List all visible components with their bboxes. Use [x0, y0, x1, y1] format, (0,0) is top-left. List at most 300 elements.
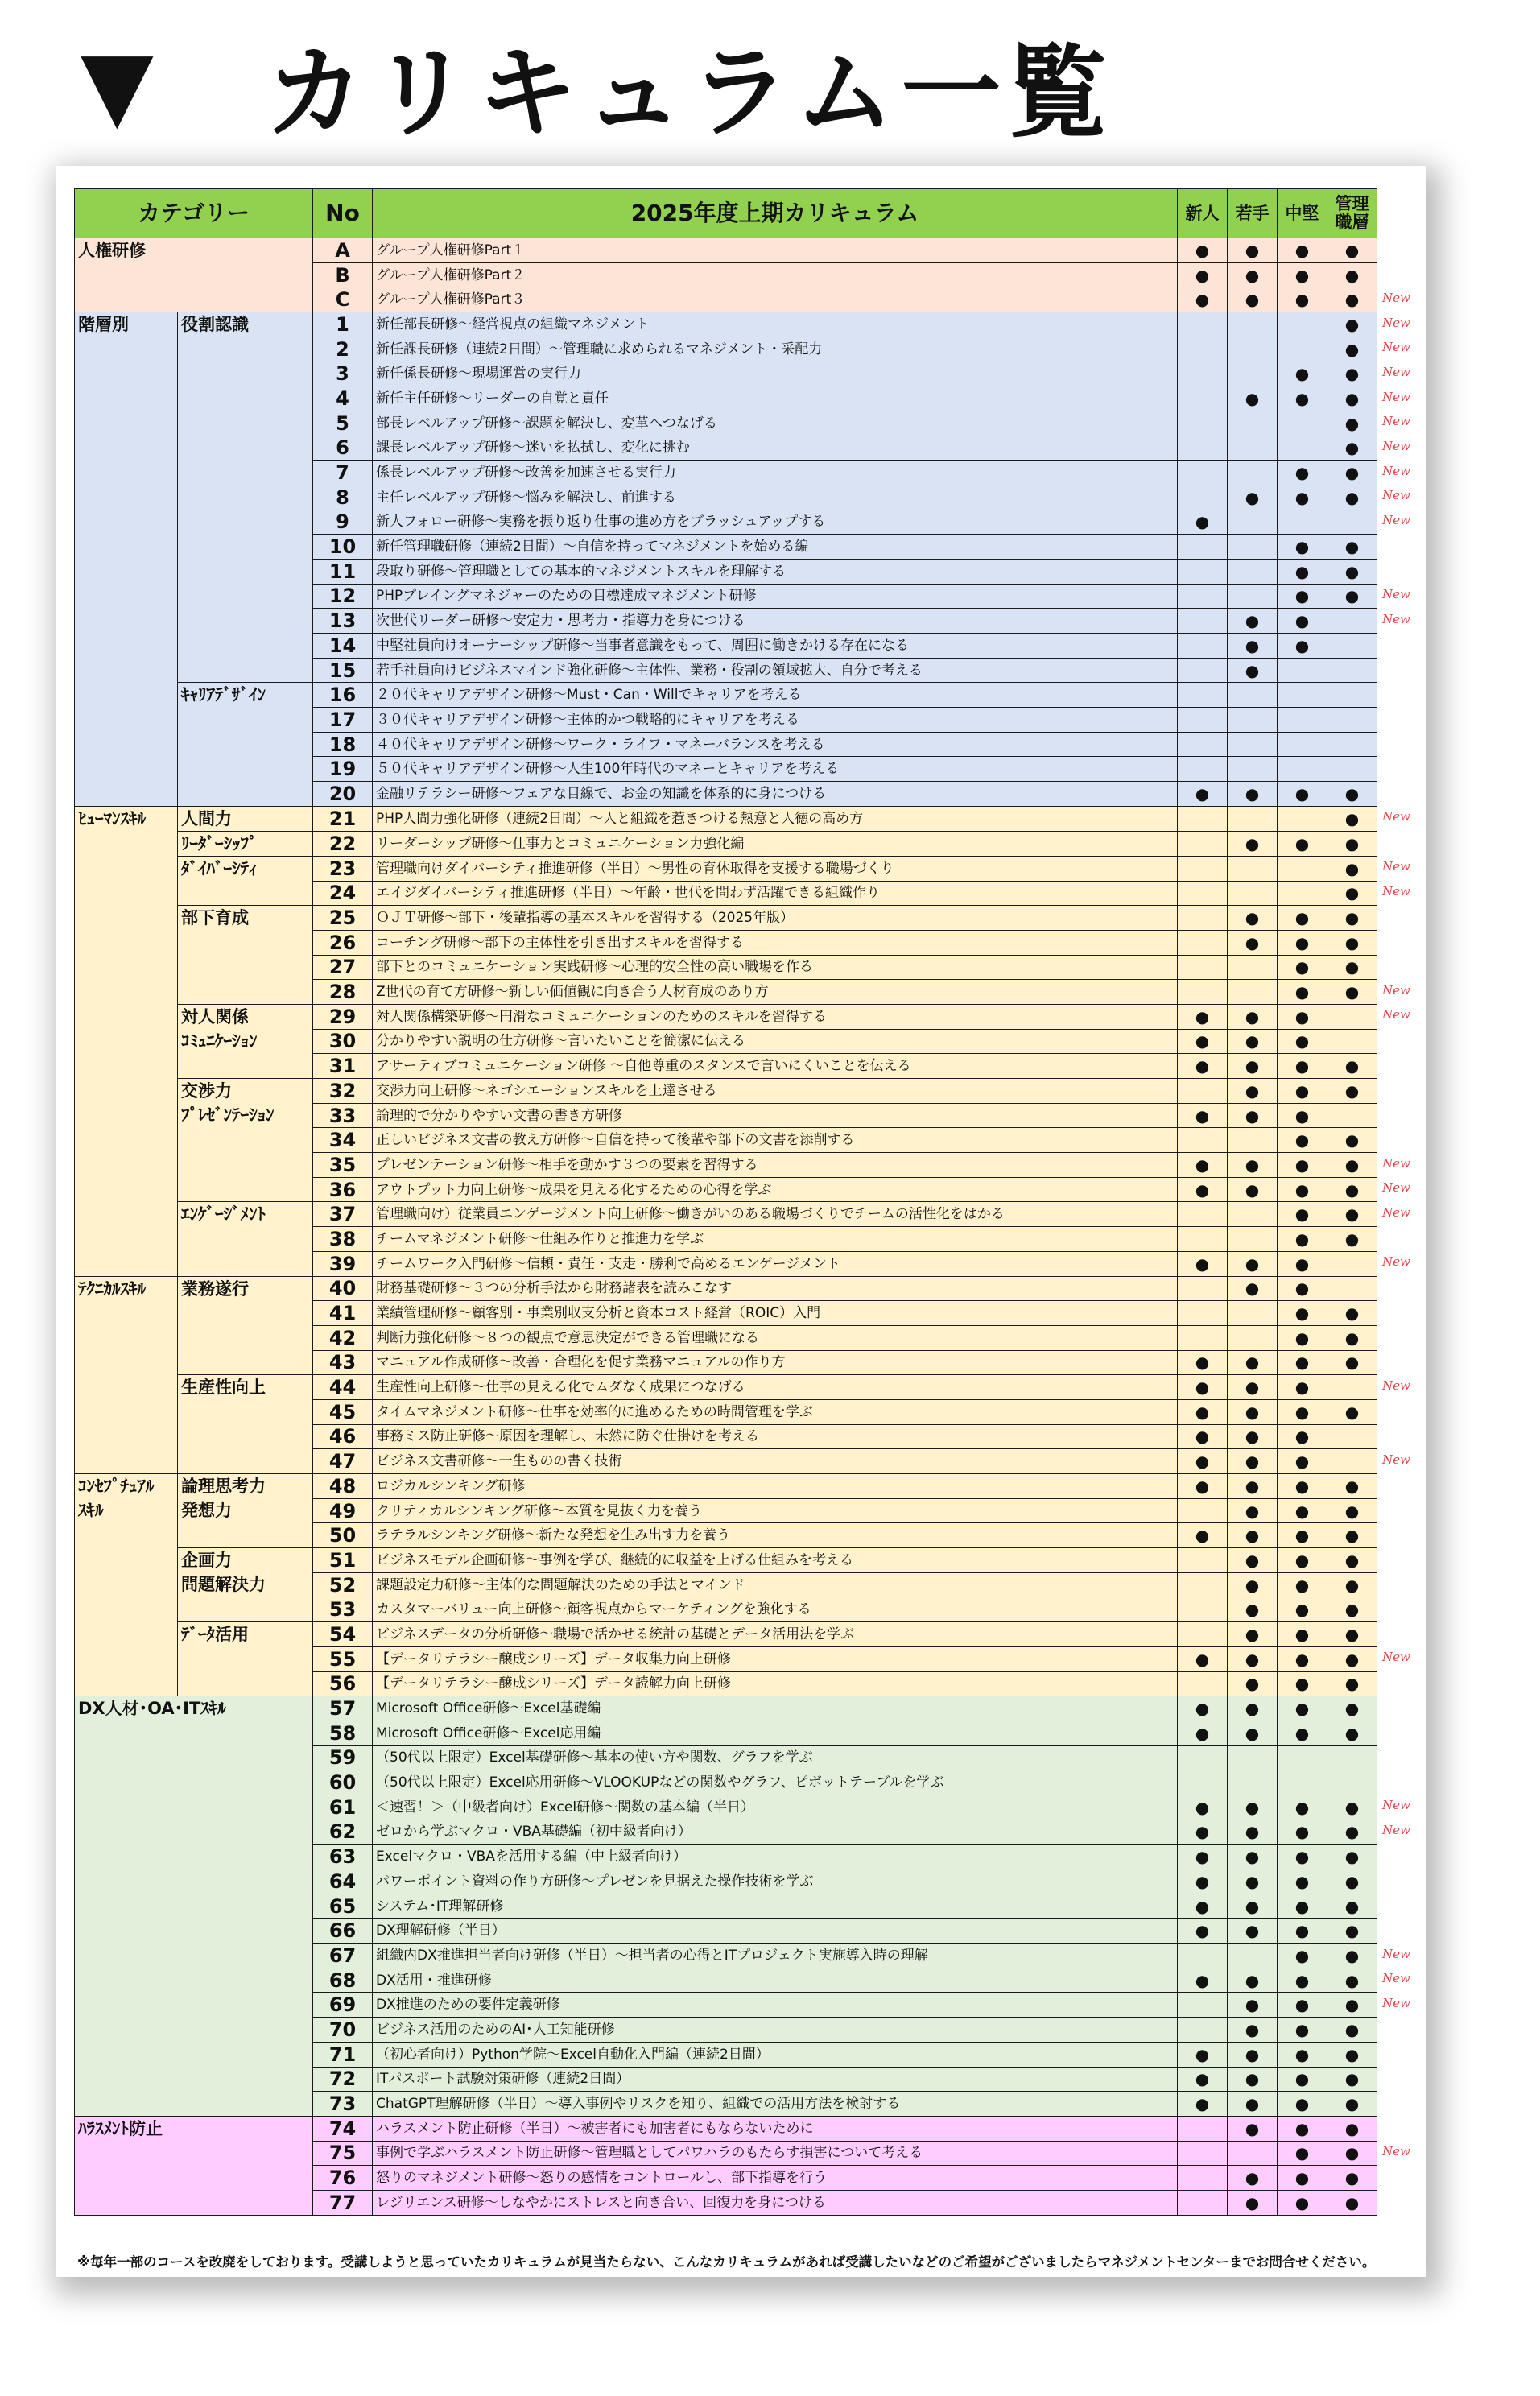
- target-dot-icon: ●: [1294, 1797, 1310, 1817]
- level-cell: [1178, 1944, 1228, 1968]
- target-dot-icon: ●: [1294, 240, 1310, 260]
- course-number: 20: [313, 782, 373, 807]
- course-title: ２０代キャリアデザイン研修～Must・Can・Willでキャリアを考える: [373, 683, 1178, 708]
- target-dot-icon: ●: [1195, 240, 1210, 260]
- level-cell: [1178, 1276, 1228, 1301]
- course-title: 部長レベルアップ研修～課題を解決し、変革へつなげる: [373, 411, 1178, 436]
- target-dot-icon: ●: [1294, 1699, 1310, 1719]
- target-dot-icon: ●: [1195, 1970, 1210, 1990]
- course-number: 44: [313, 1375, 373, 1400]
- triangle-down-icon: ▼: [81, 29, 160, 140]
- level-cell: [1278, 1894, 1327, 1919]
- level-cell: [1278, 1029, 1327, 1054]
- course-title: （50代以上限定）Excel応用研修～VLOOKUPなどの関数やグラフ、ピボットテーブルを学ぶ: [373, 1770, 1178, 1795]
- course-title: ３０代キャリアデザイン研修～主体的かつ戦略的にキャリアを考える: [373, 708, 1178, 733]
- course-number: 41: [313, 1301, 373, 1326]
- subcategory-label: 論理思考力 発想力: [181, 1477, 266, 1520]
- target-dot-icon: ●: [1294, 1452, 1310, 1472]
- category-label: DX人材･OA･ITｽｷﾙ: [78, 1699, 226, 1719]
- level-cell: [1178, 2166, 1228, 2191]
- new-badge: New: [1382, 1007, 1410, 1022]
- table-row: [75, 683, 1377, 708]
- target-dot-icon: ●: [1294, 1550, 1310, 1570]
- course-number: 60: [313, 1770, 373, 1795]
- target-dot-icon: ●: [1245, 1871, 1260, 1891]
- level-cell: [1228, 1498, 1278, 1523]
- level-cell: [1278, 2190, 1327, 2215]
- target-dot-icon: ●: [1294, 1501, 1310, 1521]
- new-badge: New: [1382, 611, 1410, 626]
- target-dot-icon: ●: [1344, 1649, 1360, 1669]
- level-cell: [1228, 2190, 1278, 2215]
- level-cell: [1228, 757, 1278, 782]
- course-number: 57: [313, 1696, 373, 1721]
- table-row: [75, 831, 1377, 856]
- target-dot-icon: ●: [1245, 1896, 1260, 1916]
- target-dot-icon: ●: [1344, 1995, 1360, 2015]
- target-dot-icon: ●: [1294, 1600, 1310, 1620]
- level-cell: [1327, 1276, 1377, 1301]
- course-title: 判断力強化研修～８つの観点で意思決定ができる管理職になる: [373, 1325, 1178, 1350]
- course-title: 新任管理職研修（連続2日間）～自信を持ってマネジメントを始める編: [373, 535, 1178, 560]
- course-title: ５０代キャリアデザイン研修～人生100年時代のマネーとキャリアを考える: [373, 757, 1178, 782]
- target-dot-icon: ●: [1344, 314, 1360, 334]
- subcategory-cell: [178, 906, 313, 1005]
- new-badge: New: [1382, 1254, 1410, 1270]
- target-dot-icon: ●: [1294, 1526, 1310, 1546]
- course-title: リーダーシップ研修～仕事力とコミュニケーション力強化編: [373, 831, 1178, 856]
- level-cell: [1327, 1745, 1377, 1770]
- level-cell: [1228, 1820, 1278, 1845]
- target-dot-icon: ●: [1245, 1279, 1260, 1299]
- level-cell: [1278, 683, 1327, 708]
- course-title: （50代以上限定）Excel基礎研修～基本の使い方や関数、グラフを学ぶ: [373, 1745, 1178, 1770]
- level-cell: [1327, 1128, 1377, 1153]
- course-number: 66: [313, 1919, 373, 1944]
- target-dot-icon: ●: [1344, 833, 1360, 853]
- level-cell: [1327, 609, 1377, 634]
- course-number: 52: [313, 1572, 373, 1597]
- level-cell: [1228, 1301, 1278, 1326]
- target-dot-icon: ●: [1245, 1476, 1260, 1496]
- category-cell: [75, 1696, 313, 2117]
- course-number: 5: [313, 411, 373, 436]
- target-dot-icon: ●: [1294, 1575, 1310, 1595]
- level-cell: [1228, 1251, 1278, 1276]
- level-cell: [1327, 1153, 1377, 1178]
- table-row: [75, 806, 1377, 831]
- level-cell: [1228, 856, 1278, 881]
- level-cell: [1228, 1202, 1278, 1227]
- level-cell: [1178, 262, 1228, 287]
- level-cell: [1178, 658, 1228, 683]
- target-dot-icon: ●: [1195, 2044, 1210, 2064]
- target-dot-icon: ●: [1245, 1427, 1260, 1447]
- target-dot-icon: ●: [1344, 1056, 1360, 1076]
- target-dot-icon: ●: [1294, 833, 1310, 853]
- target-dot-icon: ●: [1195, 1822, 1210, 1842]
- course-title: ラテラルシンキング研修～新たな発想を生み出す力を養う: [373, 1523, 1178, 1548]
- level-cell: [1178, 955, 1228, 980]
- level-cell: [1178, 980, 1228, 1005]
- new-badge: New: [1382, 587, 1410, 602]
- course-number: 12: [313, 584, 373, 609]
- level-cell: [1228, 510, 1278, 535]
- target-dot-icon: ●: [1245, 1526, 1260, 1546]
- level-cell: [1178, 856, 1228, 881]
- level-cell: [1178, 1498, 1228, 1523]
- level-cell: [1327, 2116, 1377, 2141]
- category-cell: [75, 1474, 178, 1696]
- target-dot-icon: ●: [1245, 1452, 1260, 1472]
- level-cell: [1278, 708, 1327, 733]
- level-cell: [1178, 930, 1228, 955]
- course-title: プレゼンテーション研修～相手を動かす３つの要素を習得する: [373, 1153, 1178, 1178]
- course-number: 22: [313, 831, 373, 856]
- level-cell: [1228, 2018, 1278, 2043]
- level-cell: [1327, 1004, 1377, 1029]
- target-dot-icon: ●: [1245, 1105, 1260, 1126]
- target-dot-icon: ●: [1245, 1501, 1260, 1521]
- level-cell: [1228, 287, 1278, 312]
- target-dot-icon: ●: [1294, 463, 1310, 483]
- target-dot-icon: ●: [1245, 1723, 1260, 1743]
- category-label: ﾃｸﾆｶﾙｽｷﾙ: [78, 1279, 146, 1299]
- target-dot-icon: ●: [1195, 1427, 1210, 1447]
- course-number: 55: [313, 1646, 373, 1671]
- level-cell: [1178, 634, 1228, 659]
- course-number: 16: [313, 683, 373, 708]
- level-cell: [1278, 1770, 1327, 1795]
- course-number: 70: [313, 2018, 373, 2043]
- level-cell: [1178, 906, 1228, 931]
- level-cell: [1327, 2067, 1377, 2092]
- level-cell: [1228, 485, 1278, 510]
- target-dot-icon: ●: [1195, 1056, 1210, 1076]
- table-row: [75, 906, 1377, 931]
- level-cell: [1278, 1795, 1327, 1820]
- new-badge: New: [1382, 1798, 1410, 1813]
- level-cell: [1228, 1696, 1278, 1721]
- level-cell: [1327, 238, 1377, 263]
- level-cell: [1327, 1548, 1377, 1573]
- course-title: 段取り研修～管理職としての基本的マネジメントスキルを理解する: [373, 559, 1178, 584]
- target-dot-icon: ●: [1344, 1896, 1360, 1916]
- target-dot-icon: ●: [1294, 908, 1310, 928]
- target-dot-icon: ●: [1245, 1995, 1260, 2015]
- new-badge: New: [1382, 439, 1410, 453]
- target-dot-icon: ●: [1294, 1822, 1310, 1842]
- target-dot-icon: ●: [1294, 1970, 1310, 1990]
- course-title: ビジネスデータの分析研修～職場で活かせる統計の基礎とデータ活用法を学ぶ: [373, 1622, 1178, 1647]
- table-row: [75, 1004, 1377, 1029]
- level-cell: [1178, 1770, 1228, 1795]
- level-cell: [1327, 361, 1377, 386]
- target-dot-icon: ●: [1344, 1797, 1360, 1817]
- level-cell: [1228, 1128, 1278, 1153]
- course-title: Excelマクロ・VBAを活用する編（中上級者向け）: [373, 1845, 1178, 1869]
- subcategory-cell: [178, 1474, 313, 1548]
- course-title: ロジカルシンキング研修: [373, 1474, 1178, 1499]
- new-badge: New: [1382, 859, 1410, 874]
- level-cell: [1178, 1671, 1228, 1696]
- target-dot-icon: ●: [1294, 2118, 1310, 2138]
- subcategory-label: ﾀﾞｲﾊﾞｰｼﾃｨ: [181, 858, 258, 878]
- course-number: 54: [313, 1622, 373, 1647]
- table-row: [75, 1696, 1377, 1721]
- subcategory-label: 企画力 問題解決力: [181, 1551, 266, 1595]
- course-title: 次世代リーダー研修～安定力・思考力・指導力を身につける: [373, 609, 1178, 634]
- level-cell: [1278, 1424, 1327, 1449]
- course-number: 8: [313, 485, 373, 510]
- level-cell: [1178, 411, 1228, 436]
- level-cell: [1327, 906, 1377, 931]
- level-cell: [1228, 1770, 1278, 1795]
- course-number: 47: [313, 1449, 373, 1474]
- level-cell: [1327, 1325, 1377, 1350]
- level-cell: [1228, 831, 1278, 856]
- level-cell: [1327, 2141, 1377, 2166]
- target-dot-icon: ●: [1344, 1674, 1360, 1694]
- course-title: 新任主任研修～リーダーの自覚と責任: [373, 386, 1178, 411]
- target-dot-icon: ●: [1344, 1501, 1360, 1521]
- target-dot-icon: ●: [1344, 1402, 1360, 1422]
- level-cell: [1178, 1646, 1228, 1671]
- level-cell: [1228, 559, 1278, 584]
- subcategory-label: 生産性向上: [181, 1378, 266, 1398]
- level-cell: [1228, 1424, 1278, 1449]
- target-dot-icon: ●: [1344, 2143, 1360, 2163]
- course-number: 36: [313, 1177, 373, 1202]
- target-dot-icon: ●: [1344, 438, 1360, 458]
- course-number: 75: [313, 2141, 373, 2166]
- subcategory-label: 交渉力 ﾌﾟﾚｾﾞﾝﾃｰｼｮﾝ: [181, 1081, 275, 1125]
- target-dot-icon: ●: [1344, 1822, 1360, 1842]
- course-number: 39: [313, 1251, 373, 1276]
- course-number: 35: [313, 1153, 373, 1178]
- level-cell: [1278, 411, 1327, 436]
- course-number: 56: [313, 1671, 373, 1696]
- level-cell: [1327, 757, 1377, 782]
- header-level-mid: 中堅: [1278, 189, 1327, 238]
- target-dot-icon: ●: [1344, 1970, 1360, 1990]
- target-dot-icon: ●: [1294, 1723, 1310, 1743]
- target-dot-icon: ●: [1294, 487, 1310, 507]
- course-title: 組織内DX推進担当者向け研修（半日）～担当者の心得とITプロジェクト実施導入時の理解: [373, 1944, 1178, 1968]
- level-cell: [1178, 485, 1228, 510]
- subcategory-cell: [178, 683, 313, 806]
- level-cell: [1178, 683, 1228, 708]
- course-number: B: [313, 262, 373, 287]
- level-cell: [1327, 510, 1377, 535]
- level-cell: [1178, 1375, 1228, 1400]
- target-dot-icon: ●: [1344, 957, 1360, 977]
- course-number: 34: [313, 1128, 373, 1153]
- course-number: 21: [313, 806, 373, 831]
- target-dot-icon: ●: [1245, 388, 1260, 408]
- course-number: 76: [313, 2166, 373, 2191]
- course-number: 15: [313, 658, 373, 683]
- new-badge: New: [1382, 1995, 1410, 2010]
- course-title: 事例で学ぶハラスメント防止研修～管理職としてパワハラのもたらす損害について考える: [373, 2141, 1178, 2166]
- new-badge: New: [1382, 1823, 1410, 1838]
- category-label: ﾋｭｰﾏﾝｽｷﾙ: [78, 808, 146, 828]
- course-title: 部下とのコミュニケーション実践研修～心理的安全性の高い職場を作る: [373, 955, 1178, 980]
- target-dot-icon: ●: [1294, 1328, 1310, 1348]
- level-cell: [1327, 1993, 1377, 2018]
- course-number: 68: [313, 1968, 373, 1993]
- target-dot-icon: ●: [1245, 1402, 1260, 1422]
- course-number: 17: [313, 708, 373, 733]
- target-dot-icon: ●: [1344, 2019, 1360, 2039]
- target-dot-icon: ●: [1245, 635, 1260, 655]
- course-number: 28: [313, 980, 373, 1005]
- level-cell: [1178, 1153, 1228, 1178]
- table-row: [75, 1276, 1377, 1301]
- course-title: 主任レベルアップ研修～悩みを解決し、前進する: [373, 485, 1178, 510]
- level-cell: [1228, 262, 1278, 287]
- level-cell: [1228, 238, 1278, 263]
- target-dot-icon: ●: [1294, 2143, 1310, 2163]
- table-row: [75, 856, 1377, 881]
- level-cell: [1228, 634, 1278, 659]
- level-cell: [1278, 1820, 1327, 1845]
- level-cell: [1178, 1128, 1228, 1153]
- target-dot-icon: ●: [1344, 487, 1360, 507]
- level-cell: [1327, 1227, 1377, 1252]
- target-dot-icon: ●: [1245, 1674, 1260, 1694]
- level-cell: [1278, 337, 1327, 361]
- subcategory-cell: [178, 1375, 313, 1474]
- level-cell: [1278, 1399, 1327, 1424]
- level-cell: [1178, 436, 1228, 461]
- level-cell: [1228, 708, 1278, 733]
- target-dot-icon: ●: [1294, 1847, 1310, 1867]
- course-title: 業績管理研修～顧客別・事業別収支分析と資本コスト経営（ROIC）入門: [373, 1301, 1178, 1326]
- course-title: 管理職向けダイバーシティ推進研修（半日）～男性の育休取得を支援する職場づくり: [373, 856, 1178, 881]
- target-dot-icon: ●: [1294, 2019, 1310, 2039]
- target-dot-icon: ●: [1195, 512, 1210, 532]
- level-cell: [1228, 1572, 1278, 1597]
- footnote: ※毎年一部のコースを改廃をしております。受講しようと思っていたカリキュラムが見当たらない、こんなカリキュラムがあれば受講したいなどのご希望がございましたらマネジメントセンターまでお問合せください。: [77, 2254, 1376, 2270]
- course-title: アウトプット力向上研修～成果を見える化するための心得を学ぶ: [373, 1177, 1178, 1202]
- course-title: Microsoft Office研修～Excel応用編: [373, 1721, 1178, 1745]
- level-cell: [1327, 2190, 1377, 2215]
- course-title: レジリエンス研修～しなやかにストレスと向き合い、回復力を身につける: [373, 2190, 1178, 2215]
- new-badge: New: [1382, 414, 1410, 429]
- level-cell: [1228, 2141, 1278, 2166]
- target-dot-icon: ●: [1294, 1402, 1310, 1422]
- level-cell: [1178, 2092, 1228, 2117]
- level-cell: [1278, 1325, 1327, 1350]
- target-dot-icon: ●: [1245, 1006, 1260, 1027]
- course-number: 45: [313, 1399, 373, 1424]
- new-badge: New: [1382, 315, 1410, 330]
- level-cell: [1228, 436, 1278, 461]
- course-title: PHP人間力強化研修（連続2日間）～人と組織を惹きつける熱意と人徳の高め方: [373, 806, 1178, 831]
- course-title: 対人関係構築研修～円滑なコミュニケーションのためのスキルを習得する: [373, 1004, 1178, 1029]
- target-dot-icon: ●: [1294, 635, 1310, 655]
- target-dot-icon: ●: [1245, 265, 1260, 285]
- level-cell: [1228, 1350, 1278, 1375]
- level-cell: [1327, 2166, 1377, 2191]
- level-cell: [1178, 881, 1228, 906]
- level-cell: [1327, 955, 1377, 980]
- level-cell: [1228, 337, 1278, 361]
- level-cell: [1228, 1919, 1278, 1944]
- target-dot-icon: ●: [1294, 1105, 1310, 1126]
- level-cell: [1178, 559, 1228, 584]
- target-dot-icon: ●: [1344, 2094, 1360, 2114]
- target-dot-icon: ●: [1344, 413, 1360, 433]
- level-cell: [1327, 559, 1377, 584]
- level-cell: [1228, 1276, 1278, 1301]
- level-cell: [1278, 1646, 1327, 1671]
- target-dot-icon: ●: [1294, 2069, 1310, 2089]
- target-dot-icon: ●: [1245, 2118, 1260, 2138]
- level-cell: [1327, 1572, 1377, 1597]
- level-cell: [1278, 1523, 1327, 1548]
- level-cell: [1327, 856, 1377, 881]
- target-dot-icon: ●: [1245, 783, 1260, 803]
- target-dot-icon: ●: [1294, 290, 1310, 310]
- target-dot-icon: ●: [1245, 1080, 1260, 1101]
- target-dot-icon: ●: [1294, 1229, 1310, 1249]
- level-cell: [1178, 312, 1228, 337]
- target-dot-icon: ●: [1344, 290, 1360, 310]
- level-cell: [1178, 1029, 1228, 1054]
- level-cell: [1327, 1919, 1377, 1944]
- level-cell: [1278, 461, 1327, 485]
- level-cell: [1327, 1079, 1377, 1104]
- target-dot-icon: ●: [1245, 1550, 1260, 1570]
- level-cell: [1228, 1745, 1278, 1770]
- course-title: 管理職向け）従業員エンゲージメント向上研修～働きがいのある職場づくりでチームの活性化をはかる: [373, 1202, 1178, 1227]
- level-cell: [1228, 1449, 1278, 1474]
- target-dot-icon: ●: [1294, 1674, 1310, 1694]
- new-badge: New: [1382, 1155, 1410, 1171]
- level-cell: [1178, 1424, 1228, 1449]
- course-title: クリティカルシンキング研修～本質を見抜く力を養う: [373, 1498, 1178, 1523]
- level-cell: [1178, 337, 1228, 361]
- level-cell: [1228, 1548, 1278, 1573]
- target-dot-icon: ●: [1344, 1575, 1360, 1595]
- target-dot-icon: ●: [1344, 364, 1360, 384]
- level-cell: [1278, 2166, 1327, 2191]
- level-cell: [1228, 1523, 1278, 1548]
- level-cell: [1327, 485, 1377, 510]
- level-cell: [1327, 930, 1377, 955]
- level-cell: [1228, 782, 1278, 807]
- target-dot-icon: ●: [1195, 1031, 1210, 1051]
- new-badge: New: [1382, 340, 1410, 355]
- level-cell: [1228, 2116, 1278, 2141]
- course-number: 9: [313, 510, 373, 535]
- course-number: 3: [313, 361, 373, 386]
- level-cell: [1228, 361, 1278, 386]
- target-dot-icon: ●: [1245, 1624, 1260, 1644]
- level-cell: [1228, 930, 1278, 955]
- course-title: ITパスポート試験対策研修（連続2日間）: [373, 2067, 1178, 2092]
- level-cell: [1178, 2042, 1228, 2067]
- target-dot-icon: ●: [1294, 1204, 1310, 1225]
- level-cell: [1327, 1103, 1377, 1128]
- subcategory-label: ｷｬﾘｱﾃﾞｻﾞｲﾝ: [181, 685, 266, 705]
- target-dot-icon: ●: [1245, 1575, 1260, 1595]
- level-cell: [1327, 1350, 1377, 1375]
- level-cell: [1278, 930, 1327, 955]
- level-cell: [1228, 535, 1278, 560]
